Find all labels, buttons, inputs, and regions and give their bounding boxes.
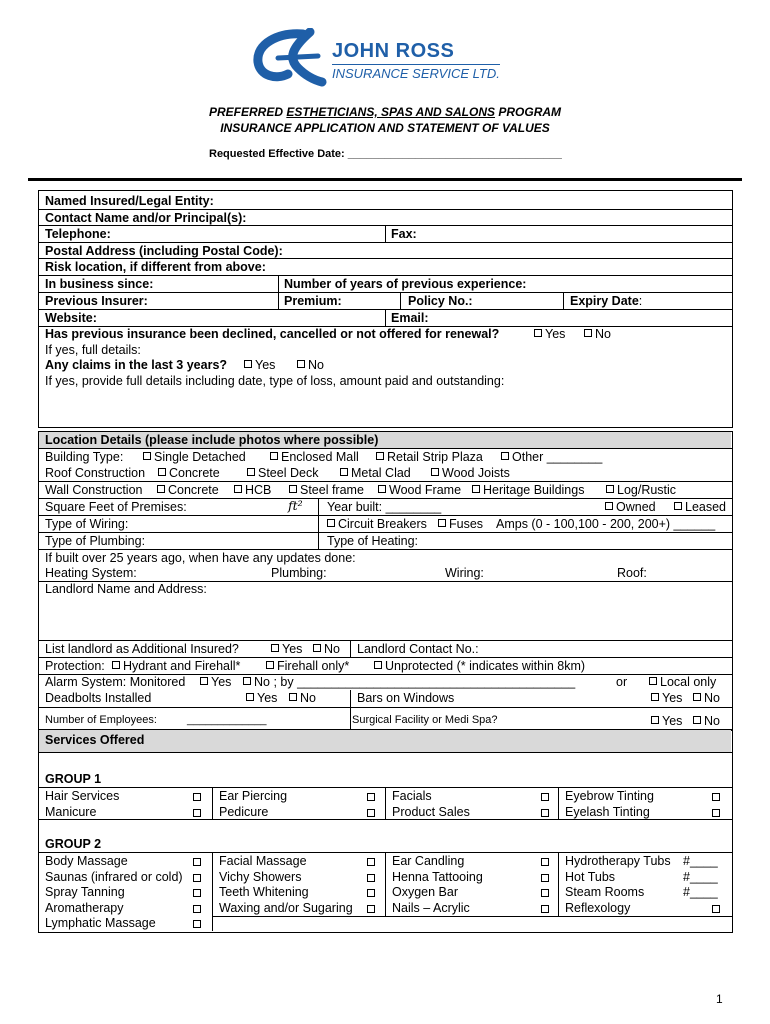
firehall-only-checkbox[interactable]: Firehall only* [266,658,349,674]
service-item: Hydrotherapy Tubs [565,854,671,868]
logo-subtitle: INSURANCE SERVICE LTD. [332,66,500,81]
premium-field[interactable]: Premium: [284,294,342,308]
deadbolts-no-checkbox[interactable]: No [289,690,316,706]
amps-field[interactable]: Amps (0 - 100,100 - 200, 200+) ______ [496,517,716,531]
service-item: Spray Tanning [45,885,125,900]
declined-yes-checkbox[interactable]: Yes [534,326,565,342]
header-rule [28,178,742,181]
checkbox-icon [327,519,335,527]
service-item: Product Sales [392,804,470,819]
other-checkbox[interactable]: Other ________ [501,449,602,465]
service-item: Ear Piercing [219,789,288,803]
checkbox-icon [243,677,251,685]
service-checkbox[interactable] [193,920,201,928]
bars-no-checkbox[interactable]: No [693,690,720,706]
service-item: Lymphatic Massage [45,916,156,931]
owned-checkbox[interactable]: Owned [605,499,656,515]
service-item: Saunas (infrared or cold) [45,869,183,884]
checkbox-icon [584,329,592,337]
service-item: Hot Tubs [565,869,616,884]
service-checkbox[interactable] [541,858,549,866]
service-count-field[interactable]: #____ [683,885,718,900]
declined-details-field[interactable]: If yes, full details: [45,343,141,357]
postal-address-field[interactable]: Postal Address (including Postal Code): [45,244,283,258]
service-checkbox[interactable] [193,874,201,882]
service-checkbox[interactable] [541,809,549,817]
service-item: Nails – Acrylic [392,900,470,915]
num-employees-label: Number of Employees: [45,714,157,726]
service-item: Pedicure [219,804,269,819]
logo [248,28,508,88]
claims-question: Any claims in the last 3 years? [45,358,228,372]
alarm-system-label: Alarm System: Monitored [45,675,186,689]
service-count-field[interactable]: #____ [683,869,718,884]
service-checkbox[interactable] [541,793,549,801]
log-rustic-checkbox[interactable]: Log/Rustic [606,482,676,498]
checkbox-icon [158,468,166,476]
service-item: Eyebrow Tinting [565,789,654,803]
wood-joists-checkbox[interactable]: Wood Joists [431,465,510,481]
checkbox-icon [143,452,151,460]
checkbox-icon [200,677,208,685]
surgical-label: Surgical Facility or Medi Spa? [352,714,498,726]
page-number: 1 [716,992,723,1006]
enclosed-mall-checkbox[interactable]: Enclosed Mall [270,449,359,465]
service-checkbox[interactable] [367,889,375,897]
group1-title: GROUP 1 [45,772,102,786]
landlord-no-checkbox[interactable]: No [313,641,340,657]
logo-name: JOHN ROSS [332,40,455,62]
service-item: Henna Tattooing [392,869,483,884]
checkbox-icon [297,360,305,368]
num-employees-field[interactable]: _____________ [187,714,267,726]
square-feet-field[interactable]: Square Feet of Premises: [45,500,187,514]
checkbox-icon [247,468,255,476]
alarm-yes-checkbox[interactable]: Yes [200,674,231,690]
effective-date-field[interactable]: Requested Effective Date: ___________________________________ [209,148,562,160]
checkbox-icon [674,502,682,510]
wood-frame-checkbox[interactable]: Wood Frame [378,482,461,498]
landlord-contact-field[interactable]: Landlord Contact No.: [357,642,479,656]
building-type-label: Building Type: [45,450,124,464]
checkbox-icon [431,468,439,476]
expiry-date-field[interactable]: Expiry Date: [570,294,643,308]
claims-details-field[interactable]: If yes, provide full details including date, type of loss, amount paid and outstanding: [45,374,505,388]
service-checkbox[interactable] [712,793,720,801]
policy-no-field[interactable]: Policy No.: [408,294,473,308]
circuit-breakers-checkbox[interactable]: Circuit Breakers [327,516,427,532]
email-field[interactable]: Email: [391,311,429,325]
service-item: Manicure [45,804,97,819]
years-experience-field[interactable]: Number of years of previous experience: [284,277,527,291]
single-detached-checkbox[interactable]: Single Detached [143,449,246,465]
named-insured-field[interactable]: Named Insured/Legal Entity: [45,194,214,208]
in-business-field[interactable]: In business since: [45,277,154,291]
logo-underline [332,64,500,65]
service-item: Steam Rooms [565,885,645,900]
checkbox-icon [651,716,659,724]
built-over-25-label: If built over 25 years ago, when have any updates done: [45,551,356,565]
claims-no-checkbox[interactable]: No [297,357,324,373]
service-item: Hair Services [45,789,120,803]
service-checkbox[interactable] [367,874,375,882]
checkbox-icon [438,519,446,527]
service-checkbox[interactable] [712,905,720,913]
roof-construction-label: Roof Construction [45,466,146,480]
declined-no-checkbox[interactable]: No [584,326,611,342]
previous-insurer-field[interactable]: Previous Insurer: [45,294,148,308]
telephone-field[interactable]: Telephone: [45,227,111,241]
location-heading: Location Details (please include photos where possible) [45,433,379,447]
checkbox-icon [693,716,701,724]
checkbox-icon [534,329,542,337]
alarm-no-checkbox[interactable]: No ; by ________________________________________ [243,674,575,690]
bars-yes-checkbox[interactable]: Yes [651,690,682,706]
service-checkbox[interactable] [712,809,720,817]
heritage-checkbox[interactable]: Heritage Buildings [472,482,584,498]
checkbox-icon [606,485,614,493]
service-checkbox[interactable] [193,809,201,817]
checkbox-icon [472,485,480,493]
service-count-field[interactable]: #____ [683,854,718,868]
type-plumbing-field[interactable]: Type of Plumbing: [45,534,146,548]
service-checkbox[interactable] [367,793,375,801]
leased-checkbox[interactable]: Leased [674,499,726,515]
service-item: Teeth Whitening [219,885,309,900]
wiring-field[interactable]: Wiring: [445,566,484,580]
checkbox-icon [289,693,297,701]
service-item: Eyelash Tinting [565,804,650,819]
landlord-name-field[interactable]: Landlord Name and Address: [45,582,207,596]
checkbox-icon [378,485,386,493]
service-checkbox[interactable] [193,793,201,801]
checkbox-icon [157,485,165,493]
checkbox-icon [313,644,321,652]
risk-location-field[interactable]: Risk location, if different from above: [45,260,266,274]
page-subtitle: INSURANCE APPLICATION AND STATEMENT OF VALUES [220,121,550,135]
group2-title: GROUP 2 [45,837,102,851]
service-checkbox[interactable] [367,858,375,866]
steel-frame-checkbox[interactable]: Steel frame [289,482,364,498]
service-item: Reflexology [565,900,631,915]
service-item: Facial Massage [219,854,307,868]
service-checkbox[interactable] [541,889,549,897]
service-item: Oxygen Bar [392,885,459,900]
checkbox-icon [693,693,701,701]
alarm-or-label: or [616,675,628,689]
services-heading: Services Offered [45,733,145,747]
logo-mark-icon [248,28,328,88]
retail-strip-checkbox[interactable]: Retail Strip Plaza [376,449,483,465]
surgical-yes-checkbox[interactable]: Yes [651,713,682,729]
service-item: Aromatherapy [45,900,124,915]
service-item: Vichy Showers [219,869,302,884]
roof-field[interactable]: Roof: [617,566,647,580]
service-item: Ear Candling [392,854,465,868]
deadbolts-label: Deadbolts Installed [45,691,152,705]
checkbox-icon [244,360,252,368]
checkbox-icon [246,693,254,701]
service-item: Facials [392,789,432,803]
checkbox-icon [271,644,279,652]
local-only-checkbox[interactable]: Local only [649,674,716,690]
service-checkbox[interactable] [367,905,375,913]
checkbox-icon [234,485,242,493]
landlord-yes-checkbox[interactable]: Yes [271,641,302,657]
steel-deck-checkbox[interactable]: Steel Deck [247,465,318,481]
checkbox-icon [374,661,382,669]
type-wiring-field[interactable]: Type of Wiring: [45,517,129,531]
wall-construction-label: Wall Construction [45,483,143,497]
checkbox-icon [649,677,657,685]
protection-label: Protection: [45,659,105,673]
service-checkbox[interactable] [193,858,201,866]
deadbolts-yes-checkbox[interactable]: Yes [246,690,277,706]
checkbox-icon [270,452,278,460]
surgical-no-checkbox[interactable]: No [693,713,720,729]
wall-concrete-checkbox[interactable]: Concrete [157,482,219,498]
checkbox-icon [266,661,274,669]
plumbing-field[interactable]: Plumbing: [271,566,327,580]
ft2-unit: ft² [288,498,303,513]
service-checkbox[interactable] [541,905,549,913]
metal-clad-checkbox[interactable]: Metal Clad [340,465,411,481]
checkbox-icon [605,502,613,510]
checkbox-icon [651,693,659,701]
checkbox-icon [376,452,384,460]
claims-yes-checkbox[interactable]: Yes [244,357,275,373]
service-checkbox[interactable] [367,809,375,817]
unprotected-checkbox[interactable]: Unprotected (* indicates within 8km) [374,658,585,674]
checkbox-icon [501,452,509,460]
checkbox-icon [340,468,348,476]
service-item: Waxing and/or Sugaring [219,900,353,915]
checkbox-icon [289,485,297,493]
year-built-field[interactable]: Year built: ________ [327,500,442,514]
hydrant-checkbox[interactable]: Hydrant and Firehall* [112,658,240,674]
service-checkbox[interactable] [193,905,201,913]
declined-question: Has previous insurance been declined, cancelled or not offered for renewal? [45,327,500,341]
page-title: PREFERRED ESTHETICIANS, SPAS AND SALONS PROGRAM [208,105,562,119]
list-landlord-label: List landlord as Additional Insured? [45,642,239,656]
fax-field[interactable]: Fax: [391,227,417,241]
heating-system-field[interactable]: Heating System: [45,566,137,580]
service-item: Body Massage [45,854,128,868]
contact-name-field[interactable]: Contact Name and/or Principal(s): [45,211,247,225]
type-heating-field[interactable]: Type of Heating: [327,534,419,548]
service-checkbox[interactable] [193,889,201,897]
checkbox-icon [112,661,120,669]
roof-concrete-checkbox[interactable]: Concrete [158,465,220,481]
bars-windows-label: Bars on Windows [357,691,455,705]
service-checkbox[interactable] [541,874,549,882]
website-field[interactable]: Website: [45,311,97,325]
fuses-checkbox[interactable]: Fuses [438,516,483,532]
hcb-checkbox[interactable]: HCB [234,482,271,498]
